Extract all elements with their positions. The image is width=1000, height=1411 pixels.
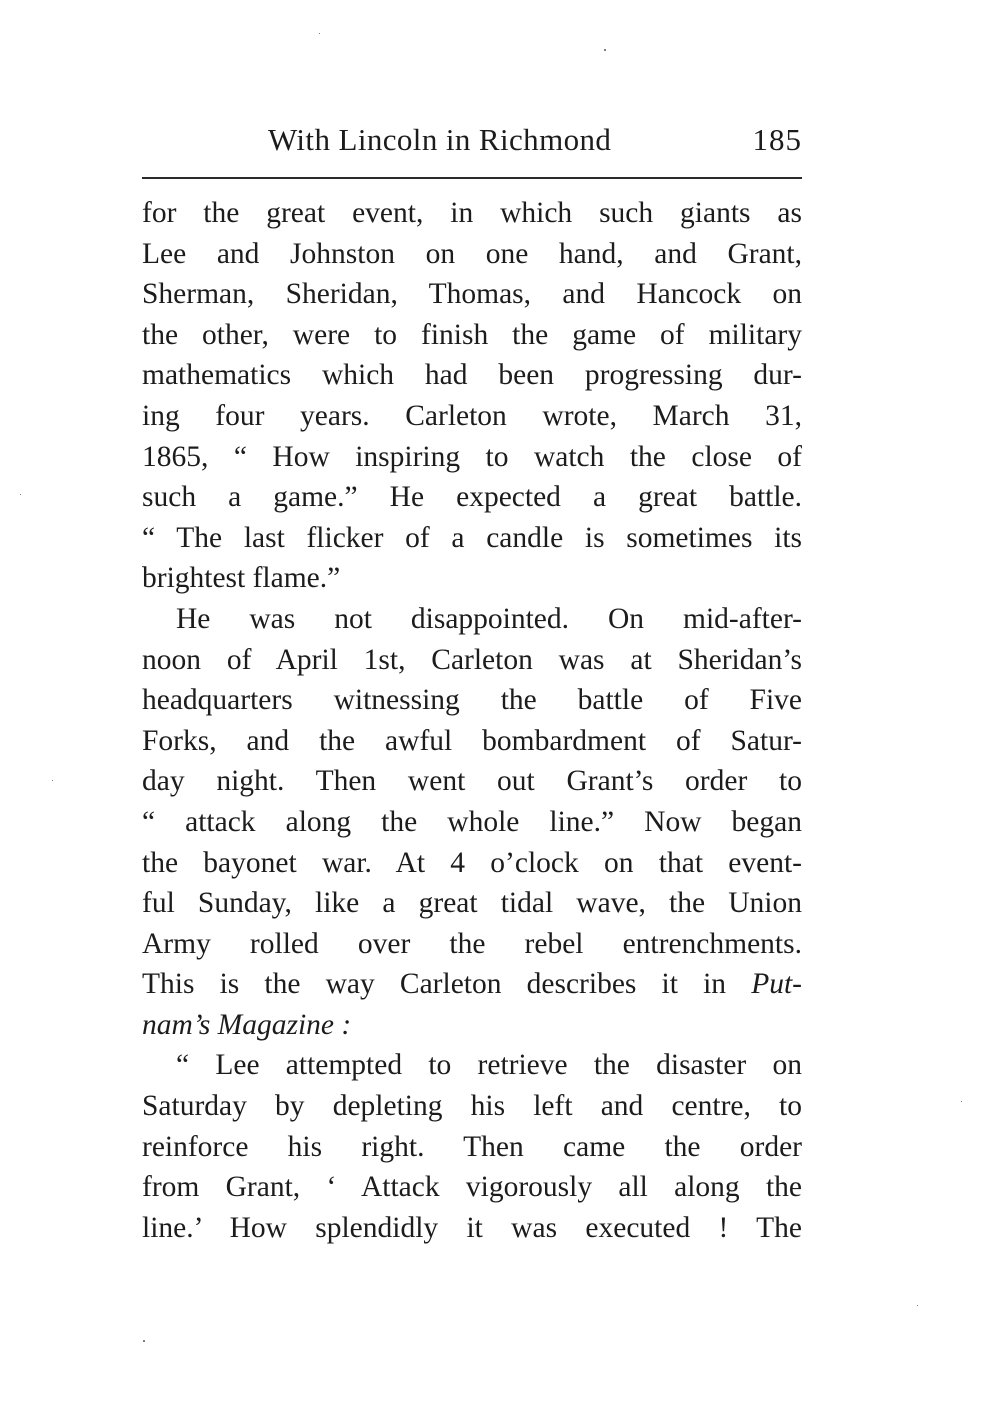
running-head <box>142 118 802 168</box>
text-line: Lee and Johnston on one hand, and Grant, <box>142 237 802 270</box>
paper-speck <box>604 49 606 51</box>
text-line: ful Sunday, like a great tidal wave, the Union <box>142 887 802 920</box>
paper-speck <box>319 33 320 34</box>
text-line: brightest flame.” <box>142 562 341 595</box>
body-text <box>142 193 802 1248</box>
text-line-roman: This is the way Carleton describes it in <box>142 968 752 1001</box>
text-line: headquarters witnessing the battle of Five <box>142 684 802 717</box>
text-line: day night. Then went out Grant’s order to <box>142 765 802 798</box>
text-line: for the great event, in which such giants as <box>142 197 802 229</box>
text-line <box>142 964 802 1005</box>
text-line <box>142 1005 802 1046</box>
text-line-italic: nam’s Magazine : <box>142 1008 352 1041</box>
text-line: Sherman, Sheridan, Thomas, and Hancock on <box>142 278 802 311</box>
paper-speck <box>917 1305 918 1306</box>
text-line: 1865, “ How inspiring to watch the close of <box>142 440 802 473</box>
text-line: the bayonet war. At 4 o’clock on that event- <box>142 846 802 879</box>
text-line: noon of April 1st, Carleton was at Sheridan’s <box>142 643 802 676</box>
text-line: “ attack along the whole line.” Now began <box>142 805 802 838</box>
paper-speck <box>20 494 21 495</box>
running-title: With Lincoln in Richmond <box>268 122 612 157</box>
paper-speck <box>52 780 53 781</box>
text-line: “ The last flicker of a candle is sometimes its <box>142 521 802 554</box>
text-line: Saturday by depleting his left and centre, to <box>142 1090 802 1123</box>
header-rule <box>142 177 802 179</box>
text-line: ing four years. Carleton wrote, March 31, <box>142 399 802 432</box>
text-line: from Grant, ‘ Attack vigorously all along the <box>142 1171 802 1204</box>
paragraph-start-line: He was not disappointed. On mid-after- <box>176 602 802 635</box>
text-line: such a game.” He expected a great battle. <box>142 481 802 514</box>
paper-speck <box>143 1340 145 1342</box>
text-line: the other, were to finish the game of military <box>142 318 802 351</box>
page-number: 185 <box>752 122 802 157</box>
text-line: line.’ How splendidly it was executed ! The <box>142 1211 802 1244</box>
text-line-italic: Put- <box>751 968 802 1001</box>
text-line: Forks, and the awful bombardment of Satur- <box>142 724 802 757</box>
text-line: Army rolled over the rebel entrenchments. <box>142 927 802 960</box>
paper-speck <box>961 1101 962 1102</box>
text-line: reinforce his right. Then came the order <box>142 1130 802 1163</box>
paragraph-start-line: “ Lee attempted to retrieve the disaster on <box>176 1049 802 1082</box>
text-line: mathematics which had been progressing dur- <box>142 359 802 392</box>
